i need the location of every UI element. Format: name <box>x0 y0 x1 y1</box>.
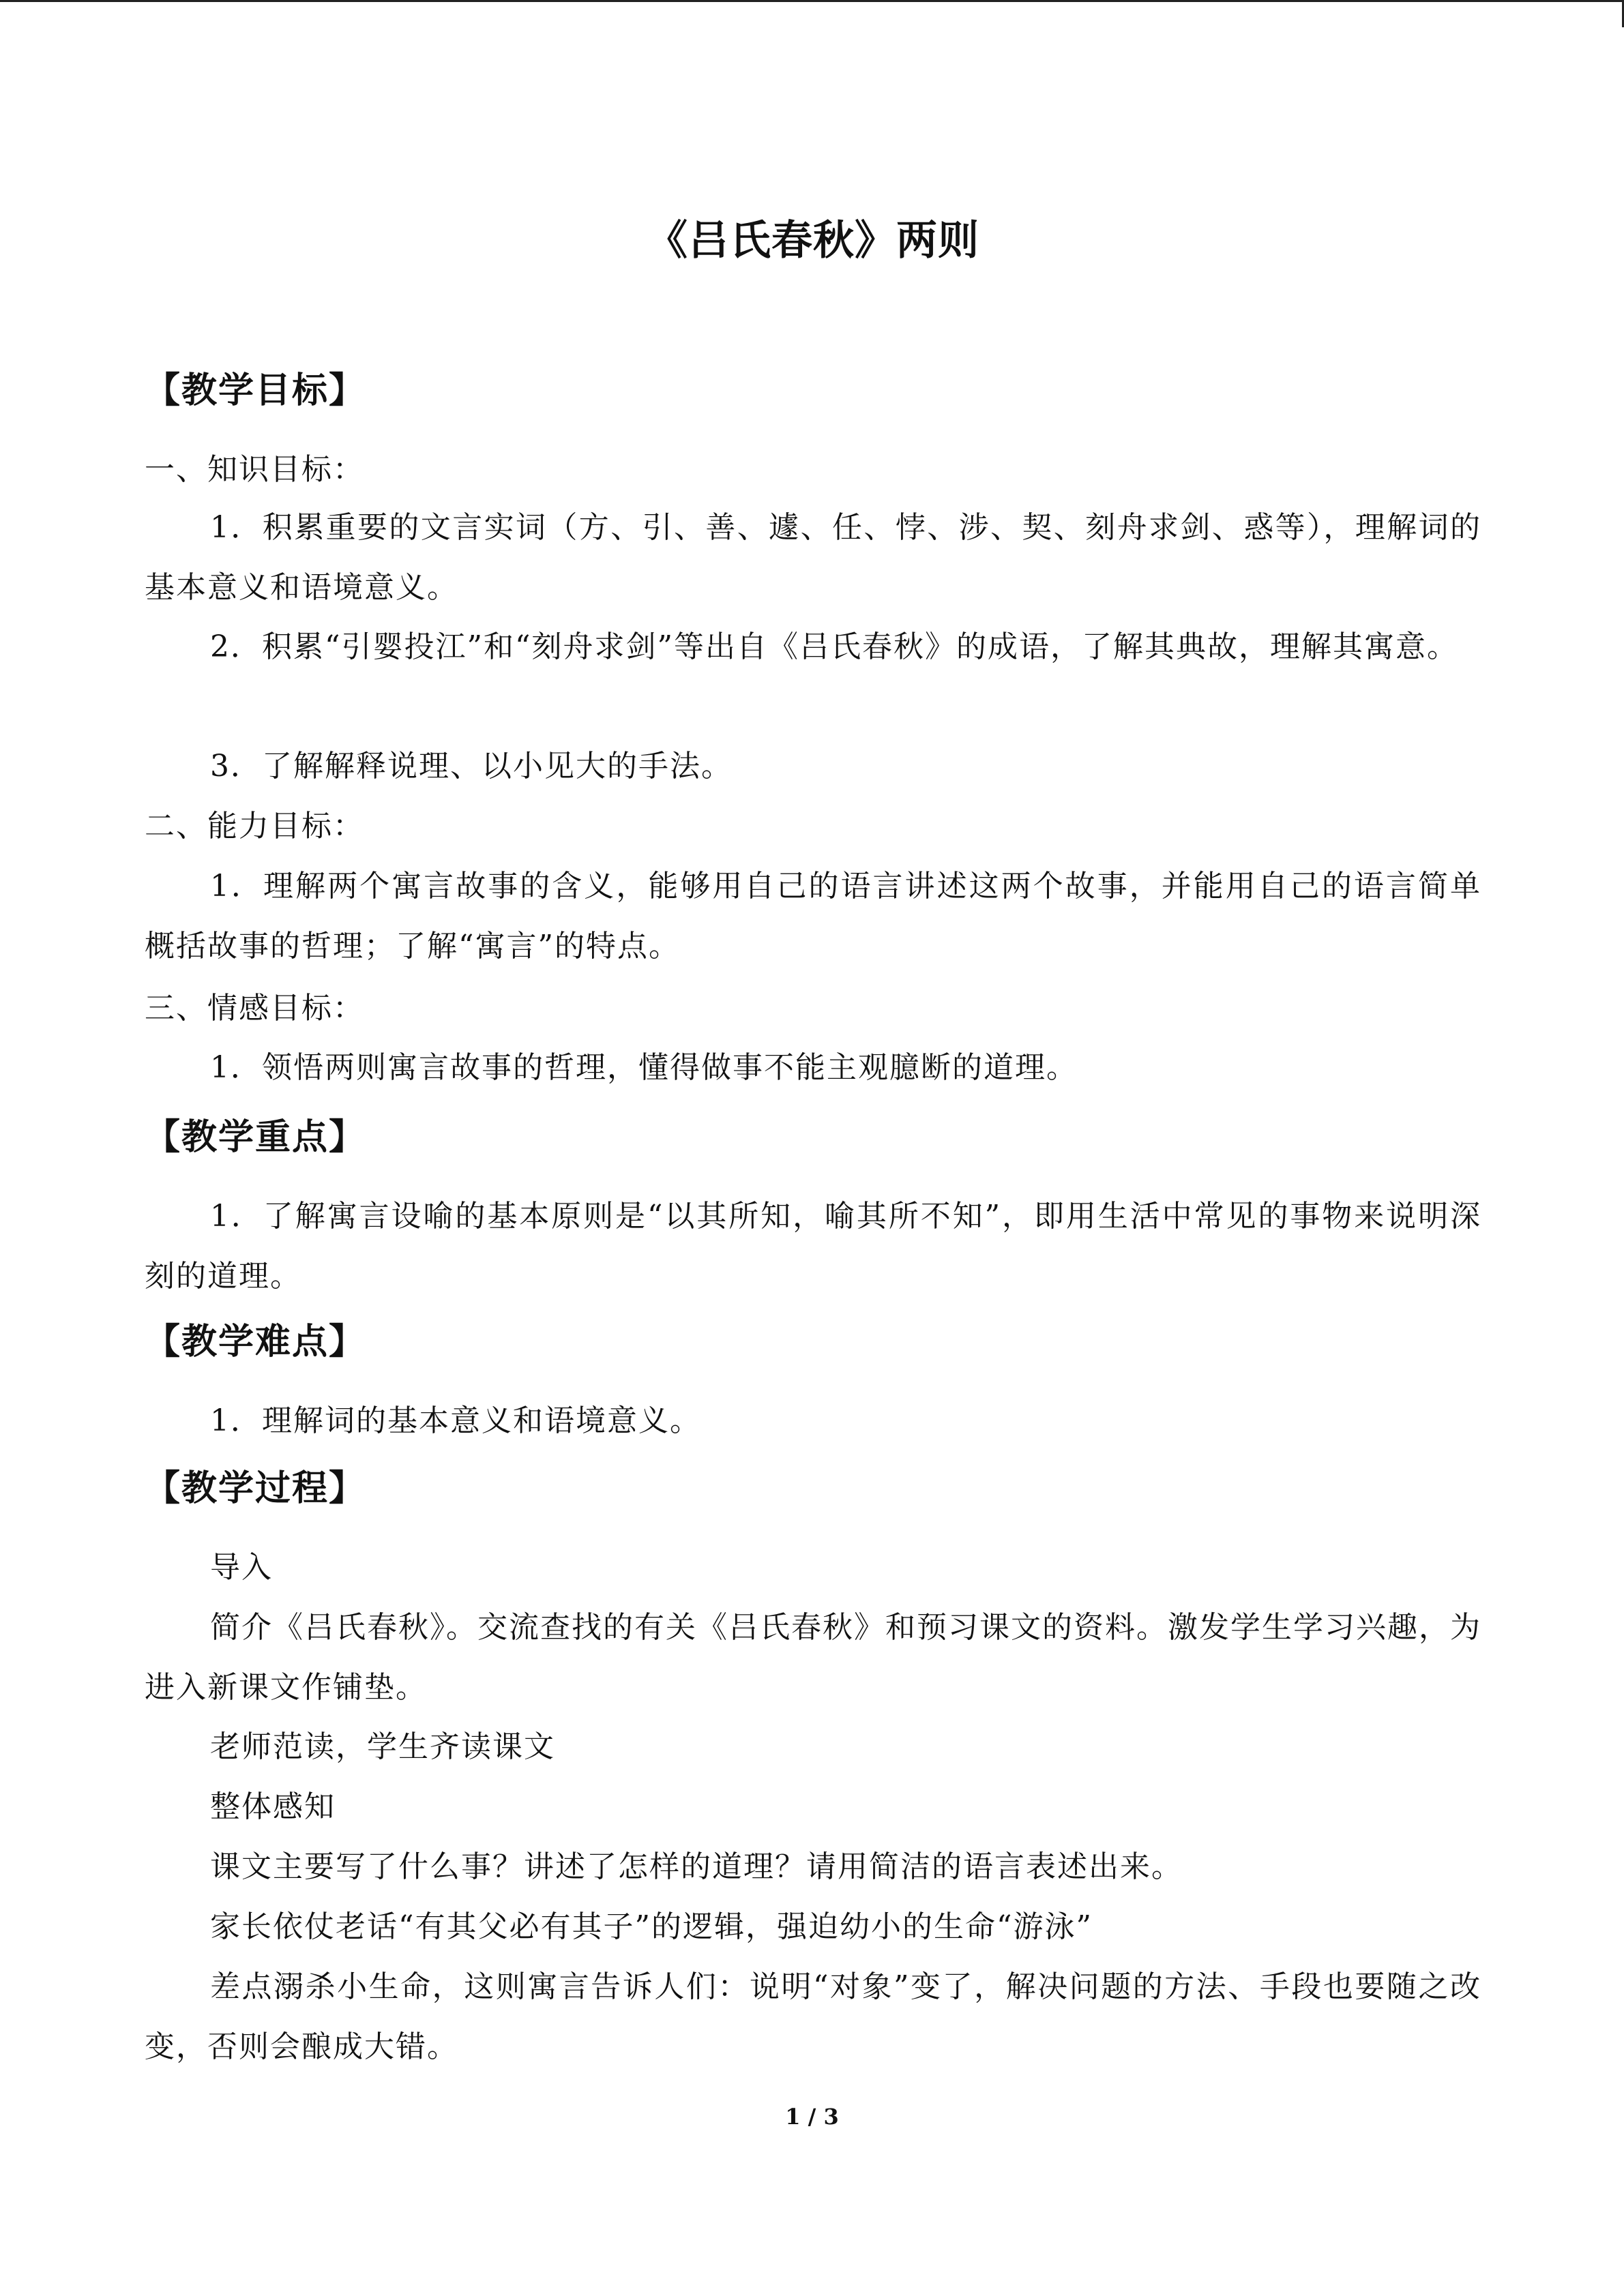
knowledge-heading: 一、知识目标： <box>145 452 364 487</box>
knowledge-item-2: 2．积累“引婴投江”和“刻舟求剑”等出自《吕氏春秋》的成语，了解其典故，理解其寓意。 <box>210 629 1458 664</box>
difficulties-heading: 【教学难点】 <box>145 1322 366 1362</box>
process-heading: 【教学过程】 <box>145 1468 366 1509</box>
emotion-item-1: 1．领悟两则寓言故事的哲理，懂得做事不能主观臆断的道理。 <box>210 1050 1078 1085</box>
knowledge-item-1: 1．积累重要的文言实词（方、引、善、遽、任、悖、涉、契、刻舟求剑、惑等），理解词的基本意义和语境意义。 <box>145 510 1481 605</box>
process-intro: 导入 <box>210 1550 273 1585</box>
process-item-background: 简介《吕氏春秋》。交流查找的有关《吕氏春秋》和预习课文的资料。激发学生学习兴趣，为进入新课文作铺垫。 <box>145 1610 1481 1705</box>
document-title: 《吕氏春秋》两则 <box>647 217 979 265</box>
process-item-question: 课文主要写了什么事？讲述了怎样的道理？请用简洁的语言表述出来。 <box>210 1849 1183 1884</box>
key-points-heading: 【教学重点】 <box>145 1117 366 1158</box>
process-item-moral: 差点溺杀小生命，这则寓言告诉人们：说明“对象”变了，解决问题的方法、手段也要随之改变，否则会酿成大错。 <box>145 1969 1481 2064</box>
ability-heading: 二、能力目标： <box>145 809 364 844</box>
page-top-border <box>0 0 1624 2</box>
process-item-reading: 老师范读，学生齐读课文 <box>210 1729 555 1764</box>
objectives-heading: 【教学目标】 <box>145 370 366 411</box>
page-number: 1 / 3 <box>785 2104 839 2130</box>
emotion-heading: 三、情感目标： <box>145 991 364 1026</box>
knowledge-item-3: 3．了解解释说理、以小见大的手法。 <box>210 749 733 784</box>
process-item-story: 家长依仗老话“有其父必有其子”的逻辑，强迫幼小的生命“游泳” <box>210 1909 1093 1944</box>
ability-item-1: 1．理解两个寓言故事的含义，能够用自己的语言讲述这两个故事，并能用自己的语言简单概括故事的哲理；了解“寓言”的特点。 <box>145 869 1481 964</box>
difficulties-item-1: 1．理解词的基本意义和语境意义。 <box>210 1403 701 1438</box>
key-points-item-1: 1．了解寓言设喻的基本原则是“以其所知，喻其所不知”，即用生活中常见的事物来说明深刻的道理。 <box>145 1199 1481 1294</box>
process-item-overview: 整体感知 <box>210 1789 336 1824</box>
